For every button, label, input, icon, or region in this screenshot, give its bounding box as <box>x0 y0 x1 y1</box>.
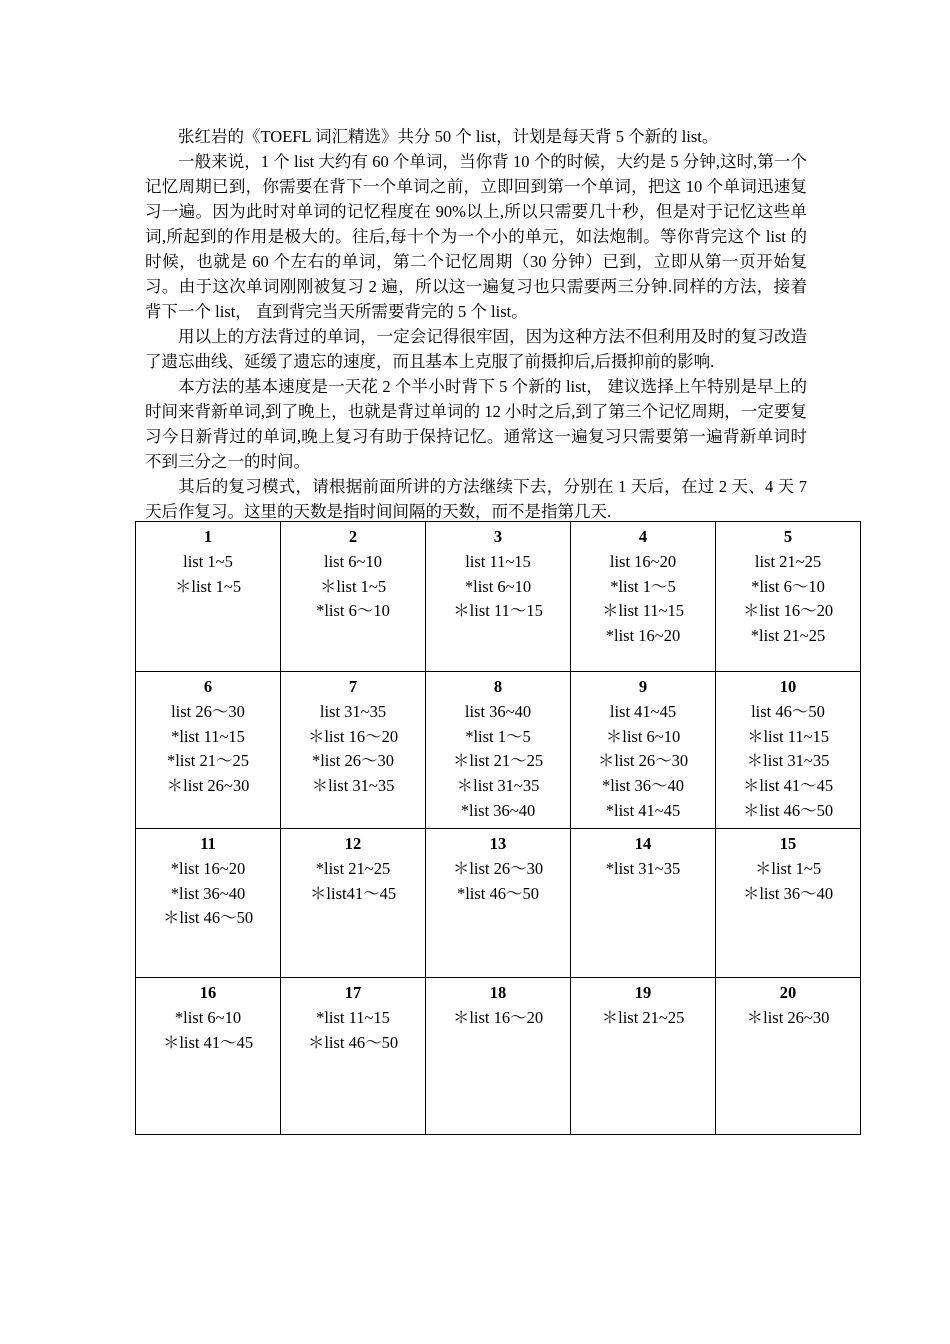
paragraph-speed: 本方法的基本速度是一天花 2 个半小时背下 5 个新的 list， 建议选择上午特别是早上的时间来背新单词,到了晚上，也就是背过单词的 12 小时之后,到了第三个记忆周期，一定要复习今日新背过的单词,晚上复习有助于保持记忆。通常这一遍复习只需要第一遍背新单词时不到三分之一的时间。 <box>145 377 807 471</box>
list-entry: ＊list 16～20 <box>742 601 834 621</box>
list-entry: ＊list 16～20 <box>307 726 399 746</box>
list-entry: *list 6～10 <box>751 576 825 596</box>
day-number: 13 <box>489 834 507 853</box>
list-entry: ＊list 46～50 <box>162 908 254 928</box>
list-entry: *list 21~25 <box>750 626 826 646</box>
list-entry: ＊list 41～45 <box>162 1032 254 1052</box>
list-entry: list 6~10 <box>324 551 382 571</box>
list-entry: *list 6~10 <box>464 576 532 596</box>
schedule-cell <box>571 829 716 978</box>
list-entry: *list 6~10 <box>174 1007 242 1027</box>
day-number: 12 <box>344 834 362 853</box>
paragraph-method: 一般来说，1 个 list 大约有 60 个单词，当你背 10 个的时候，大约是 5 分钟,这时,第一个记忆周期已到，你需要在背下一个单词之前，立即回到第一个单词，把这 10 个单词迅速复习一遍。因为此时对单词的记忆程度在 90%以上,所以只需要几十秒，但是对于记忆这些单词,所起到的作用是极大的。往后,每十个为一个小的单元，如法炮制。等你背完这个 list 的时候，也就是 60 个左右的单词，第二个记忆周期（30 分钟）已到，立即从第一页开始复习。由于这次单词刚刚被复习 2 遍，所以这一遍复习也只需要两三分钟.同样的方法，接着背下一个 list， 直到背完当天所需要背完的 5 个 list。 <box>145 152 807 321</box>
list-entry: ＊list 21~25 <box>601 1007 685 1027</box>
list-entry: *list 16~20 <box>605 626 681 646</box>
schedule-cell <box>571 978 716 1135</box>
list-entry: list 46～50 <box>751 701 825 721</box>
paragraph-review-mode: 其后的复习模式，请根据前面所讲的方法继续下去，分别在 1 天后，在过 2 天、4 天 7 天后作复习。这里的天数是指时间间隔的天数，而不是指第几天. <box>145 477 807 521</box>
schedule-cell <box>426 978 571 1135</box>
schedule-cell <box>716 978 861 1135</box>
list-entry: *list 36~40 <box>170 883 246 903</box>
day-number: 18 <box>489 983 507 1002</box>
list-entry: ＊list 36～40 <box>742 883 834 903</box>
list-entry: list 21~25 <box>754 551 822 571</box>
schedule-cell <box>281 522 426 672</box>
list-entry: *list 6～10 <box>316 601 390 621</box>
list-entry: ＊list 41～45 <box>742 776 834 796</box>
day-number: 7 <box>348 677 358 696</box>
review-schedule-table <box>135 521 861 1135</box>
day-number: 19 <box>634 983 652 1002</box>
list-entry: *list 41~45 <box>605 800 681 820</box>
list-entry: *list 1～5 <box>610 576 676 596</box>
list-entry: ＊list 46～50 <box>307 1032 399 1052</box>
day-number: 10 <box>779 677 797 696</box>
schedule-cell <box>281 672 426 829</box>
schedule-cell <box>426 672 571 829</box>
list-entry: ＊list 31~35 <box>311 776 395 796</box>
list-entry: ＊list 31~35 <box>746 751 830 771</box>
day-number: 14 <box>634 834 652 853</box>
schedule-cell <box>136 522 281 672</box>
schedule-cell <box>281 829 426 978</box>
day-number: 9 <box>638 677 648 696</box>
day-number: 11 <box>200 834 216 853</box>
list-entry: ＊list 16～20 <box>452 1007 544 1027</box>
schedule-cell <box>426 829 571 978</box>
list-entry: ＊list 21～25 <box>452 751 544 771</box>
list-entry: ＊list 26～30 <box>597 751 689 771</box>
day-number: 6 <box>203 677 213 696</box>
schedule-cell <box>571 672 716 829</box>
schedule-cell <box>136 672 281 829</box>
schedule-cell <box>426 522 571 672</box>
table-row <box>136 522 861 672</box>
schedule-cell <box>136 978 281 1135</box>
day-number: 3 <box>493 527 503 546</box>
list-entry: *list 36~40 <box>460 800 536 820</box>
table-row <box>136 829 861 978</box>
day-number: 4 <box>638 527 648 546</box>
day-number: 16 <box>199 983 217 1002</box>
table-row <box>136 978 861 1135</box>
list-entry: *list 11~15 <box>316 1007 390 1027</box>
schedule-cell <box>571 522 716 672</box>
list-entry: ＊list 11~15 <box>746 726 830 746</box>
list-entry: *list 31~35 <box>605 858 681 878</box>
day-number: 1 <box>203 527 213 546</box>
list-entry: ＊list 26～30 <box>452 858 544 878</box>
list-entry: *list 26～30 <box>311 751 395 771</box>
list-entry: ＊list 46～50 <box>742 800 834 820</box>
schedule-cell <box>716 829 861 978</box>
list-entry: list 26～30 <box>171 701 245 721</box>
list-entry: *list 16~20 <box>170 858 246 878</box>
list-entry: *list 36～40 <box>601 776 685 796</box>
schedule-cell <box>716 522 861 672</box>
list-entry: ＊list 26~30 <box>746 1007 830 1027</box>
list-entry: ＊list 1~5 <box>174 576 242 596</box>
list-entry: *list 11~15 <box>171 726 245 746</box>
list-entry: list 16~20 <box>609 551 677 571</box>
list-entry: list 11~15 <box>465 551 531 571</box>
list-entry: ＊list41～45 <box>309 883 397 903</box>
list-entry: ＊list 6~10 <box>605 726 681 746</box>
day-number: 15 <box>779 834 797 853</box>
schedule-cell <box>716 672 861 829</box>
list-entry: ＊list 26~30 <box>166 776 250 796</box>
table-row <box>136 672 861 829</box>
day-number: 17 <box>344 983 362 1002</box>
list-entry: *list 1～5 <box>465 726 531 746</box>
paragraph-benefit: 用以上的方法背过的单词，一定会记得很牢固，因为这种方法不但利用及时的复习改造了遗忘曲线、延缓了遗忘的速度，而且基本上克服了前摄抑后,后摄抑前的影响. <box>145 327 807 371</box>
paragraph-intro: 张红岩的《TOEFL 词汇精选》共分 50 个 list，计划是每天背 5 个新的 list。 <box>178 127 719 146</box>
day-number: 2 <box>348 527 358 546</box>
list-entry: *list 21~25 <box>315 858 391 878</box>
schedule-cell <box>281 978 426 1135</box>
list-entry: ＊list 1~5 <box>319 576 387 596</box>
day-number: 8 <box>493 677 503 696</box>
list-entry: ＊list 31~35 <box>456 776 540 796</box>
list-entry: list 36~40 <box>464 701 532 721</box>
day-number: 20 <box>779 983 797 1002</box>
list-entry: list 1~5 <box>183 551 233 571</box>
list-entry: ＊list 11～15 <box>453 601 543 621</box>
list-entry: *list 21～25 <box>166 751 250 771</box>
list-entry: list 31~35 <box>319 701 387 721</box>
schedule-cell <box>136 829 281 978</box>
list-entry: list 41~45 <box>609 701 677 721</box>
list-entry: ＊list 1~5 <box>754 858 822 878</box>
list-entry: *list 46～50 <box>456 883 540 903</box>
list-entry: ＊list 11~15 <box>601 601 685 621</box>
day-number: 5 <box>783 527 793 546</box>
